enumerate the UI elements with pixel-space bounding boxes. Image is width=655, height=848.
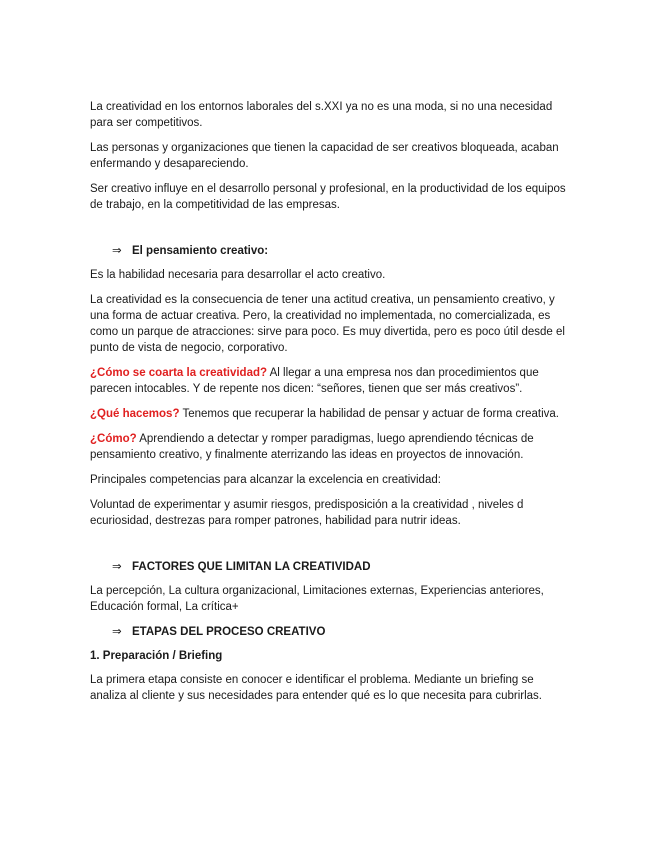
section-heading-factores: [90, 559, 570, 575]
paragraph: La primera etapa consiste en conocer e identificar el problema. Mediante un briefing se analiza al cliente y sus necesidades para entender qué es lo que necesita para cubrirlas.: [90, 674, 542, 702]
question-label: ¿Cómo?: [90, 433, 137, 445]
question-answer: Tenemos que recuperar la habilidad de pensar y actuar de forma creativa.: [179, 408, 559, 420]
question-label: ¿Qué hacemos?: [90, 408, 180, 420]
section-heading-pensamiento: [90, 243, 570, 259]
section-heading-etapas: [90, 624, 570, 640]
intro-paragraph-1: La creatividad en los entornos laborales del s.XXI ya no es una moda, si no una necesidad para ser competitivos.: [90, 101, 553, 129]
question-answer: Al llegar a una empresa nos dan procedimientos que parecen intocables. Y de repente nos dicen: “señores, tienen que ser más creativos”.: [90, 367, 539, 395]
question-paragraph-hacemos: [90, 406, 570, 422]
intro-paragraph-2: Las personas y organizaciones que tienen la capacidad de ser creativos bloqueada, acaban enfermando y desapareciendo.: [90, 142, 559, 170]
section-heading-label: El pensamiento creativo:: [132, 245, 269, 257]
paragraph: Principales competencias para alcanzar la excelencia en creatividad:: [90, 474, 441, 486]
question-answer: Aprendiendo a detectar y romper paradigmas, luego aprendiendo técnicas de pensamiento creativo, y finalmente aterrizando las ideas en proyectos de innovación.: [90, 433, 534, 461]
paragraph: La percepción, La cultura organizacional, Limitaciones externas, Experiencias anteriores, Educación formal, La crítica+: [90, 585, 544, 613]
question-paragraph-coarta: [90, 365, 570, 397]
intro-paragraph-3: Ser creativo influye en el desarrollo personal y profesional, en la productividad de los equipos de trabajo, en la competitividad de las empresas.: [90, 183, 566, 211]
section-heading-label: FACTORES QUE LIMITAN LA CREATIVIDAD: [132, 561, 371, 573]
document-page: [90, 99, 570, 713]
step-title: 1. Preparación / Briefing: [90, 650, 223, 662]
arrow-right-icon: ⇒: [112, 561, 122, 573]
paragraph: La creatividad es la consecuencia de tener una actitud creativa, un pensamiento creativo, y una forma de actuar creativa. Pero, la creatividad no implementada, no comercializada, es como un parque de atracciones: sirve para poco. Es muy divertida, pero es poco útil desde el punto de vista de negocio, corporativo.: [90, 294, 565, 354]
paragraph: Voluntad de experimentar y asumir riesgos, predisposición a la creatividad , niveles d ecuriosidad, destrezas para romper patrones, habilidad para nutrir ideas.: [90, 499, 524, 527]
paragraph: Es la habilidad necesaria para desarrollar el acto creativo.: [90, 269, 386, 281]
section-heading-label: ETAPAS DEL PROCESO CREATIVO: [132, 626, 326, 638]
arrow-right-icon: ⇒: [112, 626, 122, 638]
question-paragraph-como: [90, 431, 570, 463]
arrow-right-icon: ⇒: [112, 245, 122, 257]
question-label: ¿Cómo se coarta la creatividad?: [90, 367, 268, 379]
